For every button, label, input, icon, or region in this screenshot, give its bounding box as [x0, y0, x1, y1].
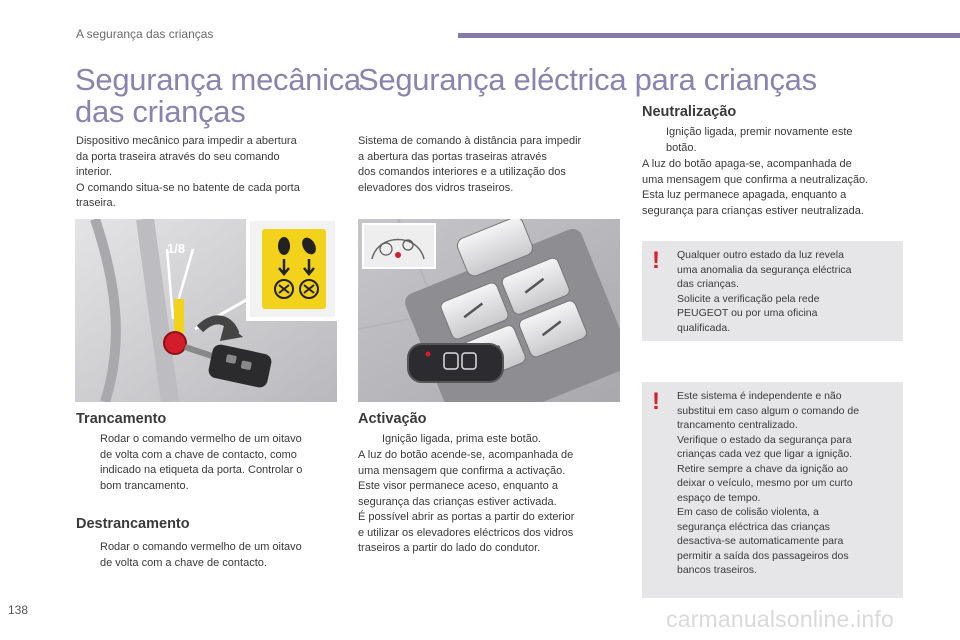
left-title-line1: Segurança mecânica [75, 62, 361, 97]
warning-line: uma anomalia da segurança eléctrica [677, 263, 852, 276]
activation-line: A luz do botão acende-se, acompanhada de [358, 449, 574, 461]
warning-line: segurança eléctrica das crianças [677, 520, 830, 533]
lock-line: de volta com a chave de contacto, como [100, 448, 297, 461]
activation-line: É possível abrir as portas a partir do exterior [358, 511, 575, 523]
fraction-label: 1/8 [167, 241, 186, 256]
middle-intro-line: Sistema de comando à distância para impedir [358, 135, 582, 147]
activation-line: segurança das crianças estiver activada. [358, 495, 557, 508]
neutralization-line: uma mensagem que confirma a neutralização. [642, 173, 869, 186]
warning-box-anomaly [642, 241, 903, 341]
warning-line: Verifique o estado da segurança para [677, 433, 852, 446]
warning-line: Retire sempre a chave da ignição ao [677, 462, 849, 475]
activation-line: e utilizar os elevadores eléctricos dos vidros [358, 526, 574, 539]
warning-line: Este sistema é independente e não [677, 390, 842, 402]
unlock-line: de volta com a chave de contacto. [100, 556, 267, 569]
activation-text [358, 448, 628, 557]
page-number: 138 [8, 603, 29, 617]
mechanical-lock-photo [75, 219, 337, 402]
switch-panel-illustration [358, 219, 620, 402]
unlock-bullet [78, 540, 344, 571]
bullet-icon [360, 432, 382, 448]
middle-intro-line: elevadores dos vidros traseiros. [358, 181, 514, 194]
neutralization-line: Esta luz permanece apagada, enquanto a [642, 189, 847, 201]
warning-line: PEUGEOT ou por uma oficina [677, 307, 818, 319]
warning-line: substitui em caso algum o comando de [677, 404, 860, 417]
left-intro-line: Dispositivo mecânico para impedir a abertura [76, 135, 297, 147]
warning-box-independent [642, 382, 903, 598]
neutralization-bullet [644, 125, 912, 156]
warning-exclamation-icon: ! [652, 247, 660, 274]
bullet-icon [644, 125, 666, 156]
left-intro-line: O comando situa-se no batente de cada porta [76, 181, 300, 194]
section-header: A segurança das crianças [76, 27, 214, 41]
header-accent-bar [458, 33, 960, 38]
activation-block [360, 432, 628, 448]
neutralization-text [642, 157, 917, 219]
warning-line: Em caso de colisão violenta, a [677, 506, 819, 518]
lock-bullet [78, 432, 344, 494]
left-intro-line: traseira. [76, 197, 116, 209]
warning-line: das crianças. [677, 278, 739, 290]
left-intro-line: da porta traseira através do seu comando [76, 150, 280, 163]
neutralization-bullet-line: Ignição ligada, premir novamente este [666, 126, 853, 138]
activation-title: Activação [358, 411, 427, 427]
lock-line: bom trancamento. [100, 479, 189, 492]
lock-line: Rodar o comando vermelho de um oitavo [100, 433, 302, 445]
warning-line: permitir a saída dos passageiros dos [677, 549, 849, 562]
neutralization-title: Neutralização [642, 104, 737, 120]
watermark: carmanualsonline.info [666, 606, 894, 632]
warning-line: crianças cada vez que ligar a ignição. [677, 448, 853, 460]
middle-intro-line: dos comandos interiores e a utilização dos [358, 166, 566, 178]
middle-intro-line: a abertura das portas traseiras através [358, 150, 547, 163]
warning-line: deixar o veículo, mesmo por um curto [677, 477, 853, 489]
lock-line: indicado na etiqueta da porta. Controlar o [100, 464, 303, 476]
middle-title: Segurança eléctrica para crianças [358, 62, 817, 97]
warning-line: Solicite a verificação pela rede [677, 292, 820, 305]
left-intro [76, 134, 346, 212]
neutralization-bullet-line: botão. [666, 141, 697, 154]
neutralization-line: segurança para crianças estiver neutralizada. [642, 204, 864, 217]
activation-line: traseiros a partir do lado do condutor. [358, 542, 541, 554]
switch-panel-photo [358, 219, 620, 402]
left-title-line2: das crianças [75, 94, 246, 129]
warning-line: desactiva-se automaticamente para [677, 535, 844, 547]
left-intro-line: interior. [76, 166, 113, 178]
unlock-title: Destrancamento [76, 516, 190, 532]
warning-anomaly-text [677, 248, 897, 335]
warning-independent-text [677, 389, 899, 578]
left-title [75, 64, 361, 128]
warning-line: espaço de tempo. [677, 491, 761, 504]
activation-bullet: Ignição ligada, prima este botão. [382, 433, 541, 445]
activation-line: uma mensagem que confirma a activação. [358, 464, 566, 477]
warning-line: bancos traseiros. [677, 564, 757, 576]
mechanical-lock-illustration [75, 219, 337, 402]
warning-line: Qualquer outro estado da luz revela [677, 249, 844, 261]
activation-line: Este visor permanece aceso, enquanto a [358, 480, 558, 492]
unlock-line: Rodar o comando vermelho de um oitavo [100, 541, 302, 553]
warning-exclamation-icon: ! [652, 388, 660, 415]
bullet-icon [78, 540, 100, 571]
middle-intro [358, 134, 628, 196]
lock-title: Trancamento [76, 411, 167, 427]
bullet-icon [78, 432, 100, 494]
neutralization-line: A luz do botão apaga-se, acompanhada de [642, 158, 852, 170]
warning-line: qualificada. [677, 321, 731, 334]
warning-line: trancamento centralizado. [677, 419, 798, 431]
